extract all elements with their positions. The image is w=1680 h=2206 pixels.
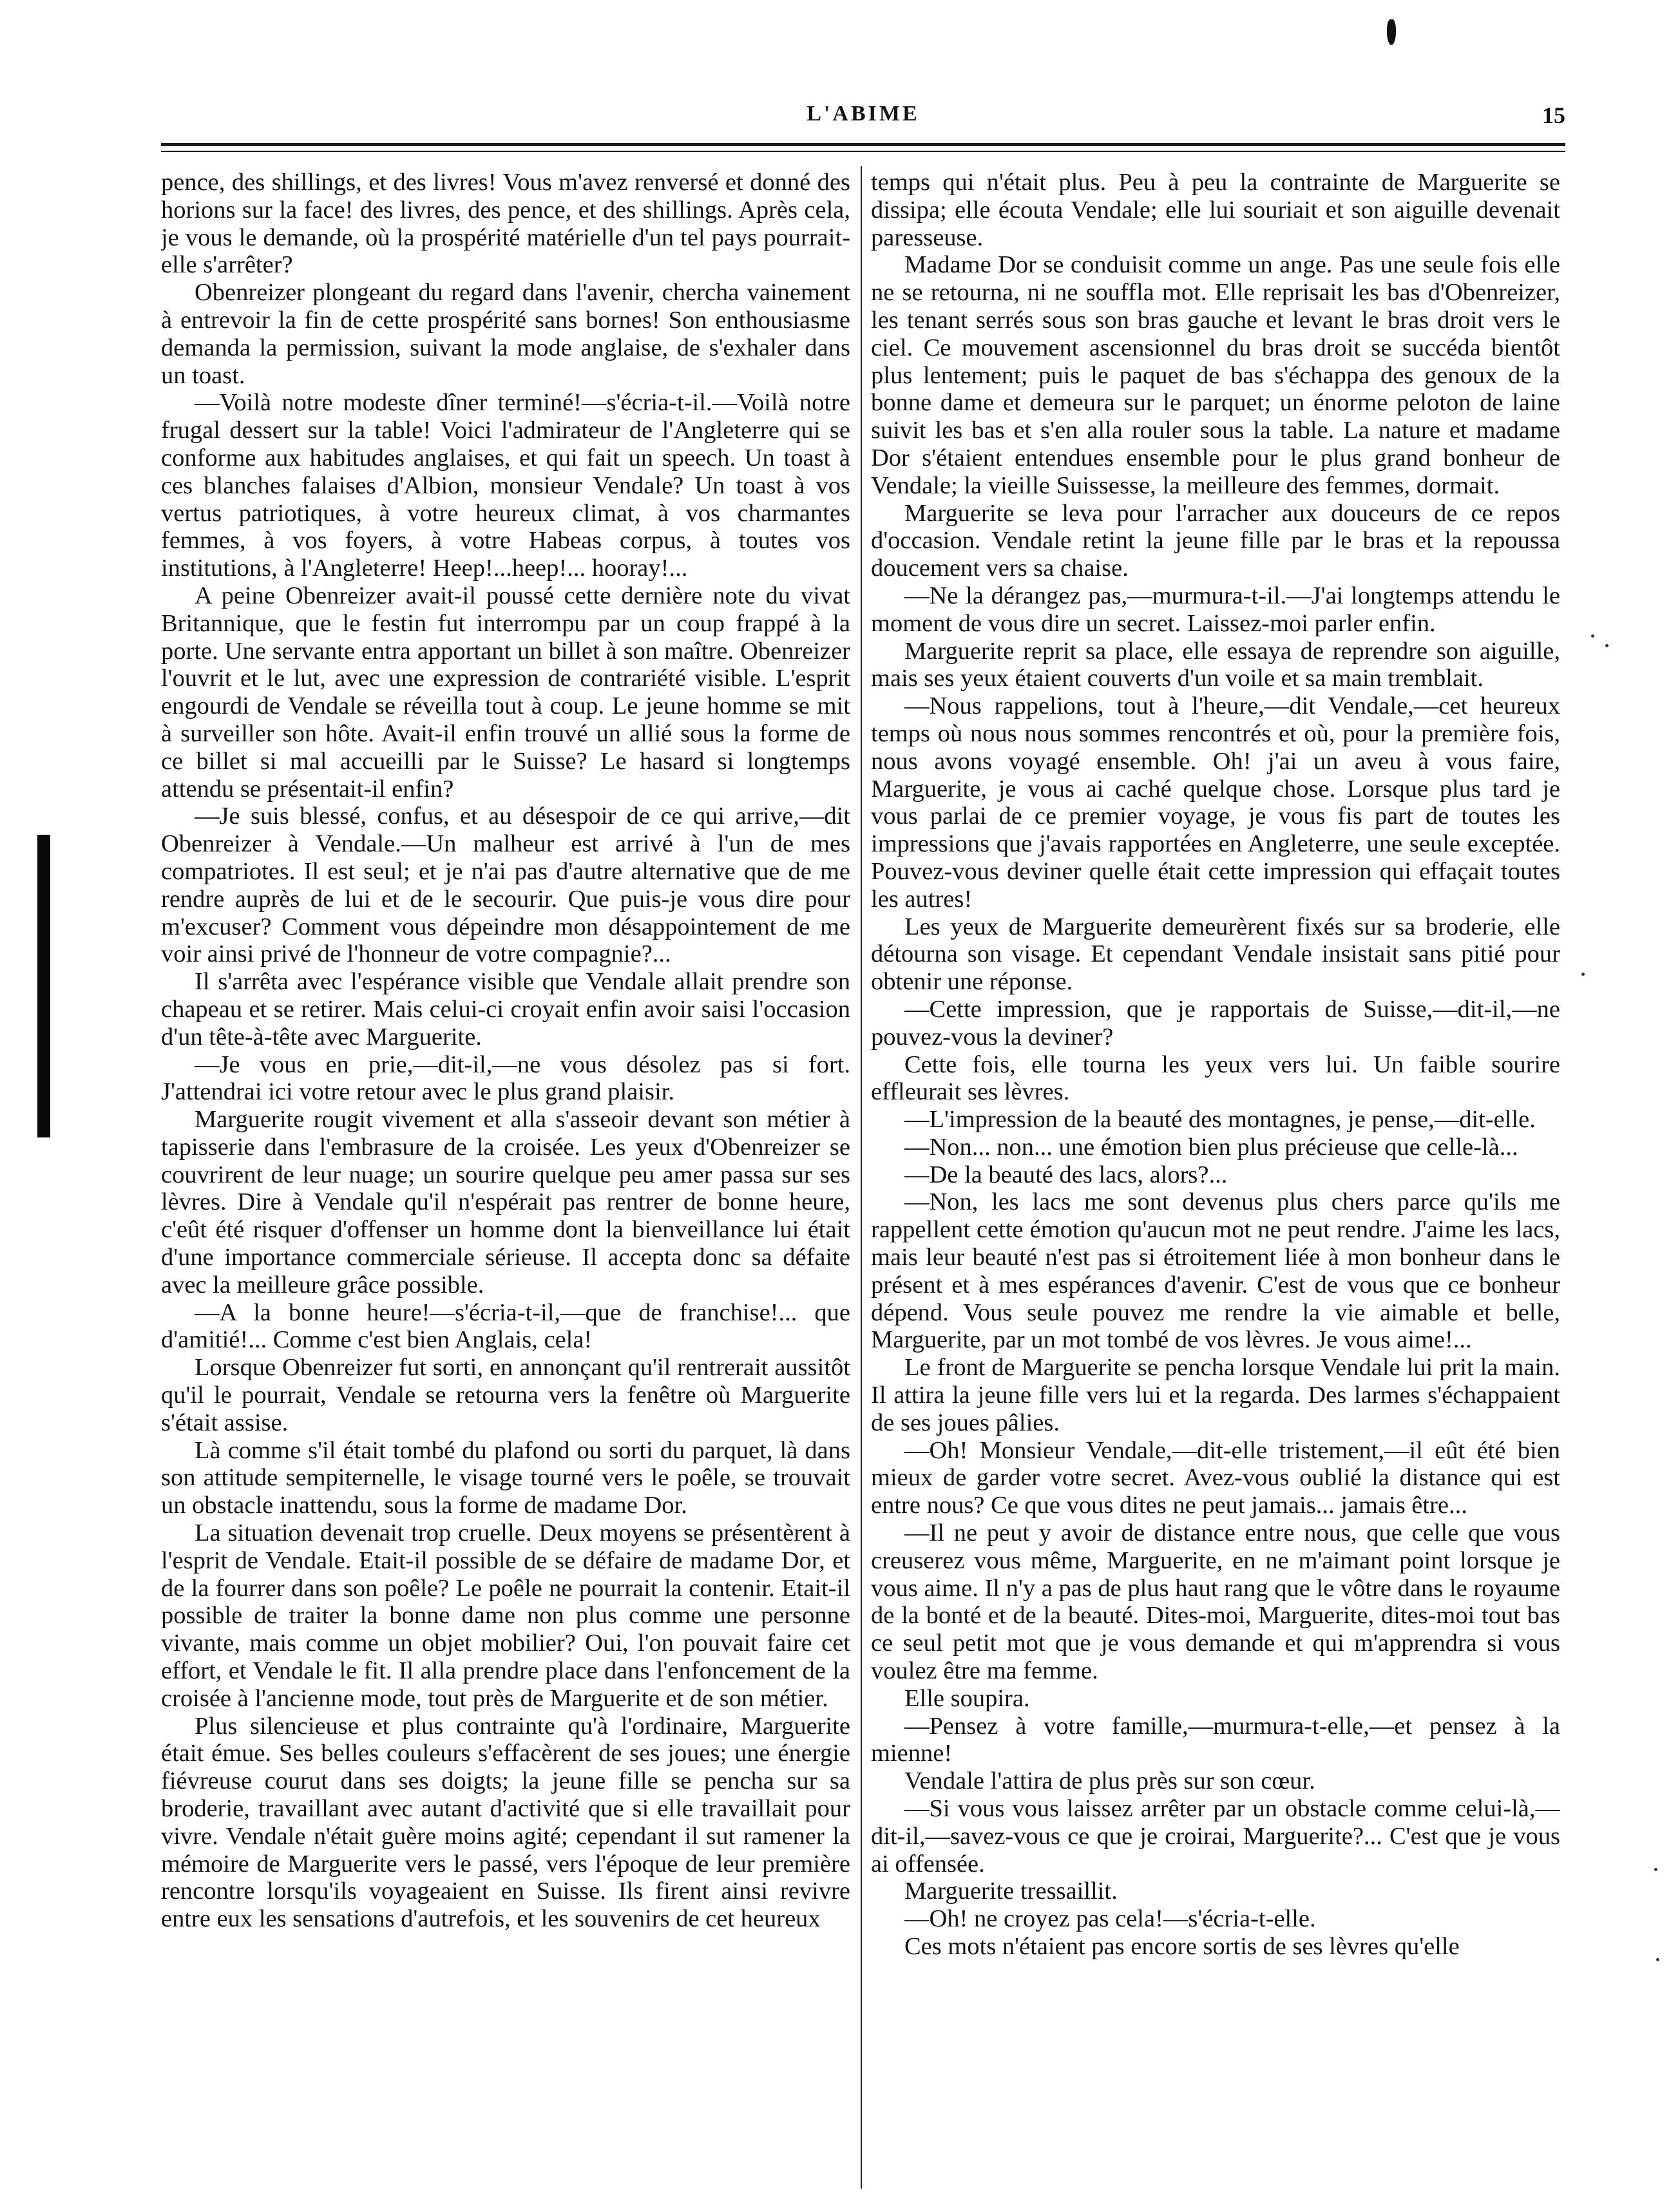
running-title: L'ABIME xyxy=(807,102,920,126)
paragraph: —Cette impression, que je rapportais de Suisse,—dit-il,—ne pouvez-vous la deviner? xyxy=(871,995,1560,1051)
paragraph: —Je suis blessé, confus, et au désespoir de ce qui arrive,—dit Obenreizer à Vendale.—Un malheur est arrivé à l'un de mes compatriotes. Il est seul; et je n'ai pas d'autre alternative que de me rendre auprès de lui et de le secourir. Que puis-je vous dire pour m'excuser? Comment vous dépeindre mon désappointement de me voir ainsi privé de l'honneur de votre compagnie?... xyxy=(161,803,850,968)
scan-speck xyxy=(1656,1958,1659,1961)
paragraph: —Non... non... une émotion bien plus précieuse que celle-là... xyxy=(904,1133,1518,1161)
scan-margin-bar xyxy=(37,835,50,1137)
paragraph: Là comme s'il était tombé du plafond ou sorti du parquet, là dans son attitude sempiternelle, le visage tourné vers le poêle, se trouvait un obstacle inattendu, sous la forme de madame Dor. xyxy=(161,1436,850,1519)
paragraph: —Voilà notre modeste dîner terminé!—s'écria-t-il.—Voilà notre frugal dessert sur la table! Voici l'admirateur de l'Angleterre qui se conforme aux habitudes anglaises, et qui fait un speech. Un toast à ces blanches falaises d'Albion, monsieur Vendale? Un toast à vos vertus patriotiques, à votre heureux climat, à vos charmantes femmes, à vos foyers, à votre Habeas corpus, à toutes vos institutions, à l'Angleterre! Heep!...heep!... hooray!... xyxy=(161,389,850,582)
paragraph: pence, des shillings, et des livres! Vous m'avez renversé et donné des horions sur la face! des livres, des pence, et des shillings. Après cela, je vous le demande, où la prospérité matérielle d'un tel pays pourrait-elle s'arrêter? xyxy=(161,169,850,279)
paragraph: —A la bonne heure!—s'écria-t-il,—que de franchise!... que d'amitié!... Comme c'est bien Anglais, cela! xyxy=(161,1298,850,1354)
header-rule-thin xyxy=(161,151,1565,152)
paragraph: —Il ne peut y avoir de distance entre nous, que celle que vous creuserez vous même, Marguerite, en ne m'aimant point lorsque je vous aime. Il n'y a pas de plus haut rang que le vôtre dans le royaume de la bonté et de la beauté. Dites-moi, Marguerite, dites-moi tout bas ce seul petit mot que je vous demande et qui m'apprendra si vous voulez être ma femme. xyxy=(871,1519,1560,1685)
paragraph: La situation devenait trop cruelle. Deux moyens se présentèrent à l'esprit de Vendale. Etait-il possible de se défaire de madame Dor, et de la fourrer dans son poêle? Le poêle ne pourrait la contenir. Etait-il possible de traiter la bonne dame non plus comme une personne vivante, mais comme un objet mobilier? Oui, l'on pouvait faire cet effort, et Vendale le fit. Il alla prendre place dans l'enfoncement de la croisée à l'ancienne mode, tout près de Marguerite et de son métier. xyxy=(161,1519,850,1712)
paragraph: Ces mots n'étaient pas encore sortis de ses lèvres qu'elle xyxy=(904,1933,1460,1960)
paragraph: —Oh! Monsieur Vendale,—dit-elle tristement,—il eût été bien mieux de garder votre secret. Avez-vous oublié la distance qui est entre nous? Ce que vous dites ne peut jamais... jamais être... xyxy=(871,1436,1560,1519)
scan-speck xyxy=(1605,644,1608,647)
paragraph: —Nous rappelions, tout à l'heure,—dit Vendale,—cet heureux temps où nous nous sommes rencontrés et où, pour la première fois, nous avons voyagé ensemble. Oh! j'ai un aveu à vous faire, Marguerite, je vous ai caché quelque chose. Lorsque plus tard je vous parlai de ce premier voyage, je vous fis part de toutes les impressions que j'avais rapportées en Angleterre, une seule exceptée. Pouvez-vous deviner quelle était cette impression qui effaçait toutes les autres! xyxy=(871,692,1560,913)
paragraph: —De la beauté des lacs, alors?... xyxy=(904,1161,1228,1188)
paragraph: Marguerite rougit vivement et alla s'asseoir devant son métier à tapisserie dans l'embrasure de la croisée. Les yeux d'Obenreizer se couvrirent de leur nuage; un sourire quelque peu amer passa sur ses lèvres. Dire à Vendale qu'il n'espérait pas rentrer de bonne heure, c'eût été risquer d'offenser un homme dont la bienveillance lui était d'une importance commerciale sérieuse. Il accepta donc sa défaite avec la meilleure grâce possible. xyxy=(161,1106,850,1298)
paragraph: Lorsque Obenreizer fut sorti, en annonçant qu'il rentrerait aussitôt qu'il le pourrait, Vendale se retourna vers la fenêtre où Marguerite s'était assise. xyxy=(161,1354,850,1436)
left-column xyxy=(161,169,850,2191)
paragraph: —Non, les lacs me sont devenus plus chers parce qu'ils me rappellent cette émotion qu'aucun mot ne peut rendre. J'aime les lacs, mais leur beauté n'est pas si étroitement liée à mon bonheur dans le présent et à mes espérances d'avenir. C'est de vous que ce bonheur dépend. Vous seule pouvez me rendre la vie aimable et belle, Marguerite, par un mot tombé de vos lèvres. Je vous aime!... xyxy=(871,1188,1560,1354)
paragraph: Obenreizer plongeant du regard dans l'avenir, chercha vainement à entrevoir la fin de cette prospérité sans bornes! Son enthousiasme demanda la permission, suivant la mode anglaise, de s'exhaler dans un toast. xyxy=(161,279,850,389)
paragraph: —Ne la dérangez pas,—murmura-t-il.—J'ai longtemps attendu le moment de vous dire un secret. Laissez-moi parler enfin. xyxy=(871,582,1560,637)
paragraph: Marguerite reprit sa place, elle essaya de reprendre son aiguille, mais ses yeux étaient couverts d'un voile et sa main tremblait. xyxy=(871,637,1560,692)
paragraph: Plus silencieuse et plus contrainte qu'à l'ordinaire, Marguerite était émue. Ses belles couleurs s'effacèrent de ses joues; une énergie fiévreuse courut dans ses doigts; la jeune fille se pencha sur sa broderie, travaillant avec autant d'activité que si elle travaillait pour vivre. Vendale n'était guère moins agité; cependant il sut ramener la mémoire de Marguerite vers le passé, vers l'époque de leur première rencontre lorsqu'ils voyageaient en Suisse. Ils firent ainsi revivre entre eux les sensations d'autrefois, et les souvenirs de cet heureux xyxy=(161,1712,850,1933)
paragraph: A peine Obenreizer avait-il poussé cette dernière note du vivat Britannique, que le festin fut interrompu par un coup frappé à la porte. Une servante entra apportant un billet à son maître. Obenreizer l'ouvrit et le lut, avec une expression de contrariété visible. L'esprit engourdi de Vendale se réveilla tout à coup. Le jeune homme se mit à surveiller son hôte. Avait-il enfin trouvé un allié sous la forme de ce billet si mal accueilli par le Suisse? Le hasard si longtemps attendu se présentait-il enfin? xyxy=(161,582,850,803)
paragraph: —Je vous en prie,—dit-il,—ne vous désolez pas si fort. J'attendrai ici votre retour avec le plus grand plaisir. xyxy=(161,1051,850,1106)
paragraph: —L'impression de la beauté des montagnes, je pense,—dit-elle. xyxy=(904,1106,1536,1134)
scan-speck xyxy=(1581,973,1585,976)
paragraph: —Si vous vous laissez arrêter par un obstacle comme celui-là,—dit-il,—savez-vous ce que je croirai, Marguerite?... C'est que je vous ai offensée. xyxy=(871,1795,1560,1878)
column-divider xyxy=(861,166,862,2189)
paragraph: Vendale l'attira de plus près sur son cœur. xyxy=(904,1767,1315,1795)
page-number: 15 xyxy=(1542,102,1565,128)
paragraph: Les yeux de Marguerite demeurèrent fixés sur sa broderie, elle détourna son visage. Et cependant Vendale insistait sans pitié pour obtenir une réponse. xyxy=(871,913,1560,996)
paragraph: —Oh! ne croyez pas cela!—s'écria-t-elle. xyxy=(904,1905,1316,1933)
ink-blot-mark xyxy=(1387,19,1396,45)
paragraph: Il s'arrêta avec l'espérance visible que Vendale allait prendre son chapeau et se retirer. Mais celui-ci croyait enfin avoir saisi l'occasion d'un tête-à-tête avec Marguerite. xyxy=(161,968,850,1051)
scan-speck xyxy=(1654,1868,1657,1871)
paragraph: temps qui n'était plus. Peu à peu la contrainte de Marguerite se dissipa; elle écouta Vendale; elle lui souriait et son aiguille devenait paresseuse. xyxy=(871,169,1560,251)
paragraph: Elle soupira. xyxy=(904,1684,1030,1712)
paragraph: Madame Dor se conduisit comme un ange. Pas une seule fois elle ne se retourna, ni ne souffla mot. Elle reprisait les bas d'Obenreizer, les tenant serrés sous son bras gauche et levant le bras droit vers le ciel. Ce mouvement ascensionnel du bras droit se succéda bientôt plus lentement; puis le paquet de bas s'échappa des genoux de la bonne dame et demeura sur le parquet; un énorme peloton de laine suivit les bas et s'en alla rouler sous la table. La nature et madame Dor s'étaient entendues ensemble pour le plus grand bonheur de Vendale; la vieille Suissesse, la meilleure des femmes, dormait. xyxy=(871,251,1560,499)
header-rule-thick xyxy=(161,143,1565,146)
paragraph: Marguerite se leva pour l'arracher aux douceurs de ce repos d'occasion. Vendale retint la jeune fille par le bras et la repoussa doucement vers sa chaise. xyxy=(871,499,1560,582)
paragraph: Cette fois, elle tourna les yeux vers lui. Un faible sourire effleurait ses lèvres. xyxy=(871,1051,1560,1106)
right-column xyxy=(871,169,1560,2191)
paragraph: Le front de Marguerite se pencha lorsque Vendale lui prit la main. Il attira la jeune fille vers lui et la regarda. Des larmes s'échappaient de ses joues pâlies. xyxy=(871,1354,1560,1436)
paragraph: Marguerite tressaillit. xyxy=(904,1878,1118,1905)
scan-speck xyxy=(1591,634,1594,638)
page-header xyxy=(161,102,1565,134)
paragraph: —Pensez à votre famille,—murmura-t-elle,—et pensez à la mienne! xyxy=(871,1712,1560,1767)
